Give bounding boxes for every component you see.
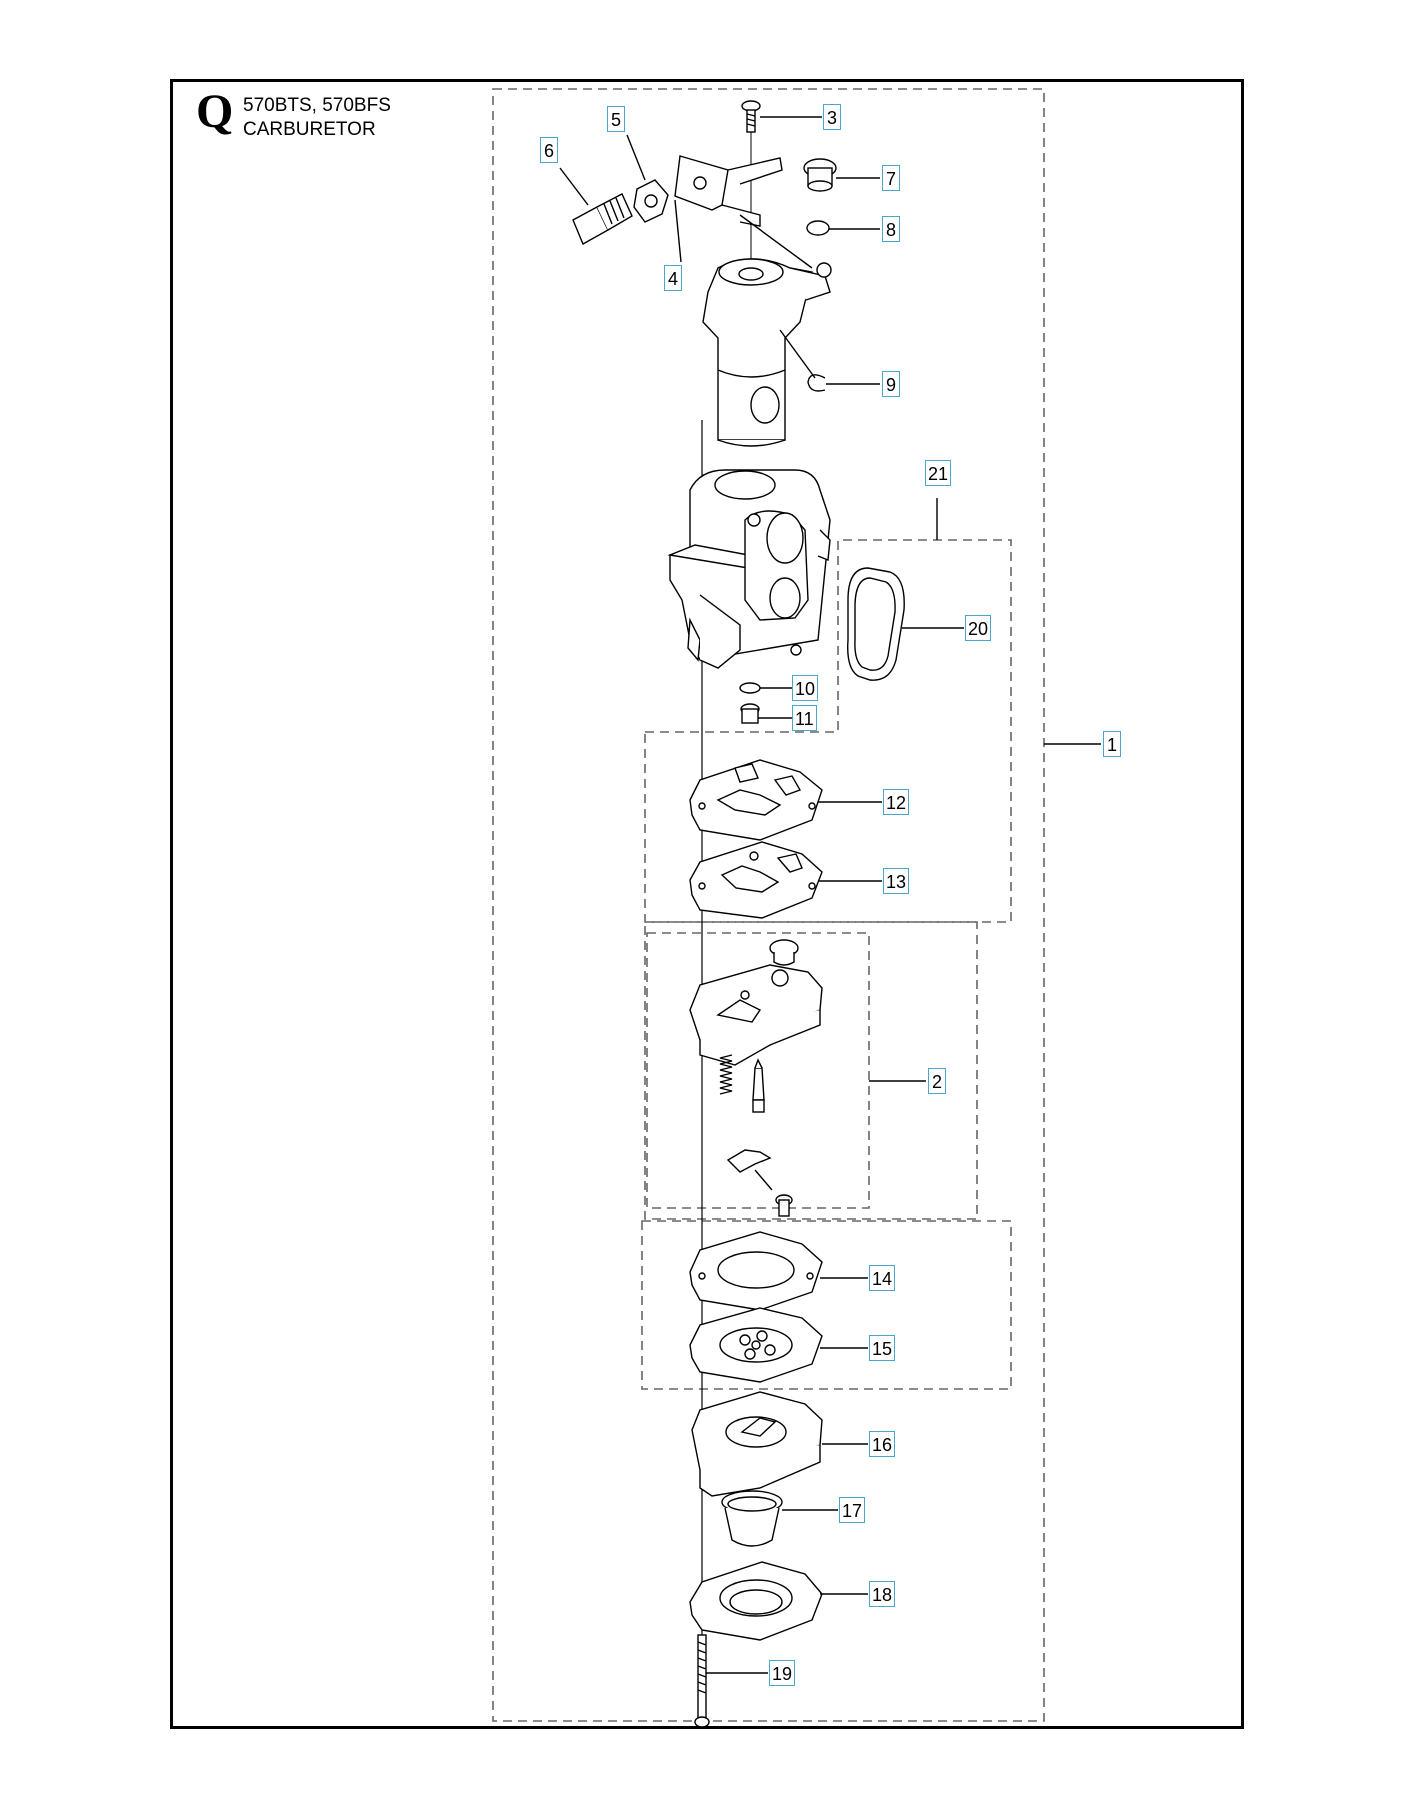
callout-3[interactable]: 3: [823, 104, 841, 130]
part-10-oring: [740, 683, 760, 693]
section-letter: Q: [196, 85, 234, 138]
part-7-plug: [804, 159, 836, 191]
inlet-needle: [753, 1060, 764, 1112]
callout-6[interactable]: 6: [540, 137, 558, 163]
part-19-screw: [695, 1635, 709, 1727]
callout-21[interactable]: 21: [925, 460, 951, 486]
part-13-gasket: [690, 842, 822, 918]
callout-14[interactable]: 14: [869, 1265, 895, 1291]
callout-2[interactable]: 2: [928, 1068, 946, 1094]
callout-10[interactable]: 10: [792, 675, 818, 701]
part-4-lever: [675, 156, 782, 226]
metering-body: [690, 940, 822, 1065]
callout-18[interactable]: 18: [869, 1581, 895, 1607]
callout-7[interactable]: 7: [882, 165, 900, 191]
callout-8[interactable]: 8: [882, 216, 900, 242]
part-15-diaphragm: [690, 1308, 822, 1382]
part-17-cup: [722, 1491, 782, 1546]
callout-12[interactable]: 12: [883, 789, 909, 815]
part-3-screw: [742, 101, 760, 132]
part-8-washer: [807, 221, 829, 235]
part-9-clip: [808, 375, 825, 391]
callout-13[interactable]: 13: [883, 868, 909, 894]
callout-19[interactable]: 19: [769, 1660, 795, 1686]
model-names: 570BTS, 570BFS: [243, 95, 391, 116]
callout-11[interactable]: 11: [792, 705, 817, 731]
part-11-screw: [741, 704, 759, 723]
part-12-gasket: [690, 760, 822, 840]
callout-16[interactable]: 16: [869, 1431, 895, 1457]
callout-15[interactable]: 15: [869, 1335, 895, 1361]
part-5-nut: [634, 180, 668, 222]
carburetor-body: [670, 470, 830, 668]
callout-20[interactable]: 20: [965, 615, 991, 641]
throttle-barrel: [703, 259, 831, 446]
lever-screw: [776, 1195, 792, 1216]
callout-4[interactable]: 4: [664, 265, 682, 291]
part-18-cover: [690, 1562, 822, 1640]
callout-17[interactable]: 17: [839, 1497, 865, 1523]
part-14-gasket: [690, 1232, 822, 1310]
part-6-screw: [573, 194, 632, 244]
metering-lever: [728, 1150, 772, 1190]
callout-9[interactable]: 9: [882, 371, 900, 397]
callout-5[interactable]: 5: [607, 106, 625, 132]
assembly-title: CARBURETOR: [243, 119, 376, 140]
callout-1[interactable]: 1: [1103, 731, 1121, 757]
part-20-gasket: [848, 568, 905, 680]
part-16-pump-cover: [692, 1392, 822, 1496]
